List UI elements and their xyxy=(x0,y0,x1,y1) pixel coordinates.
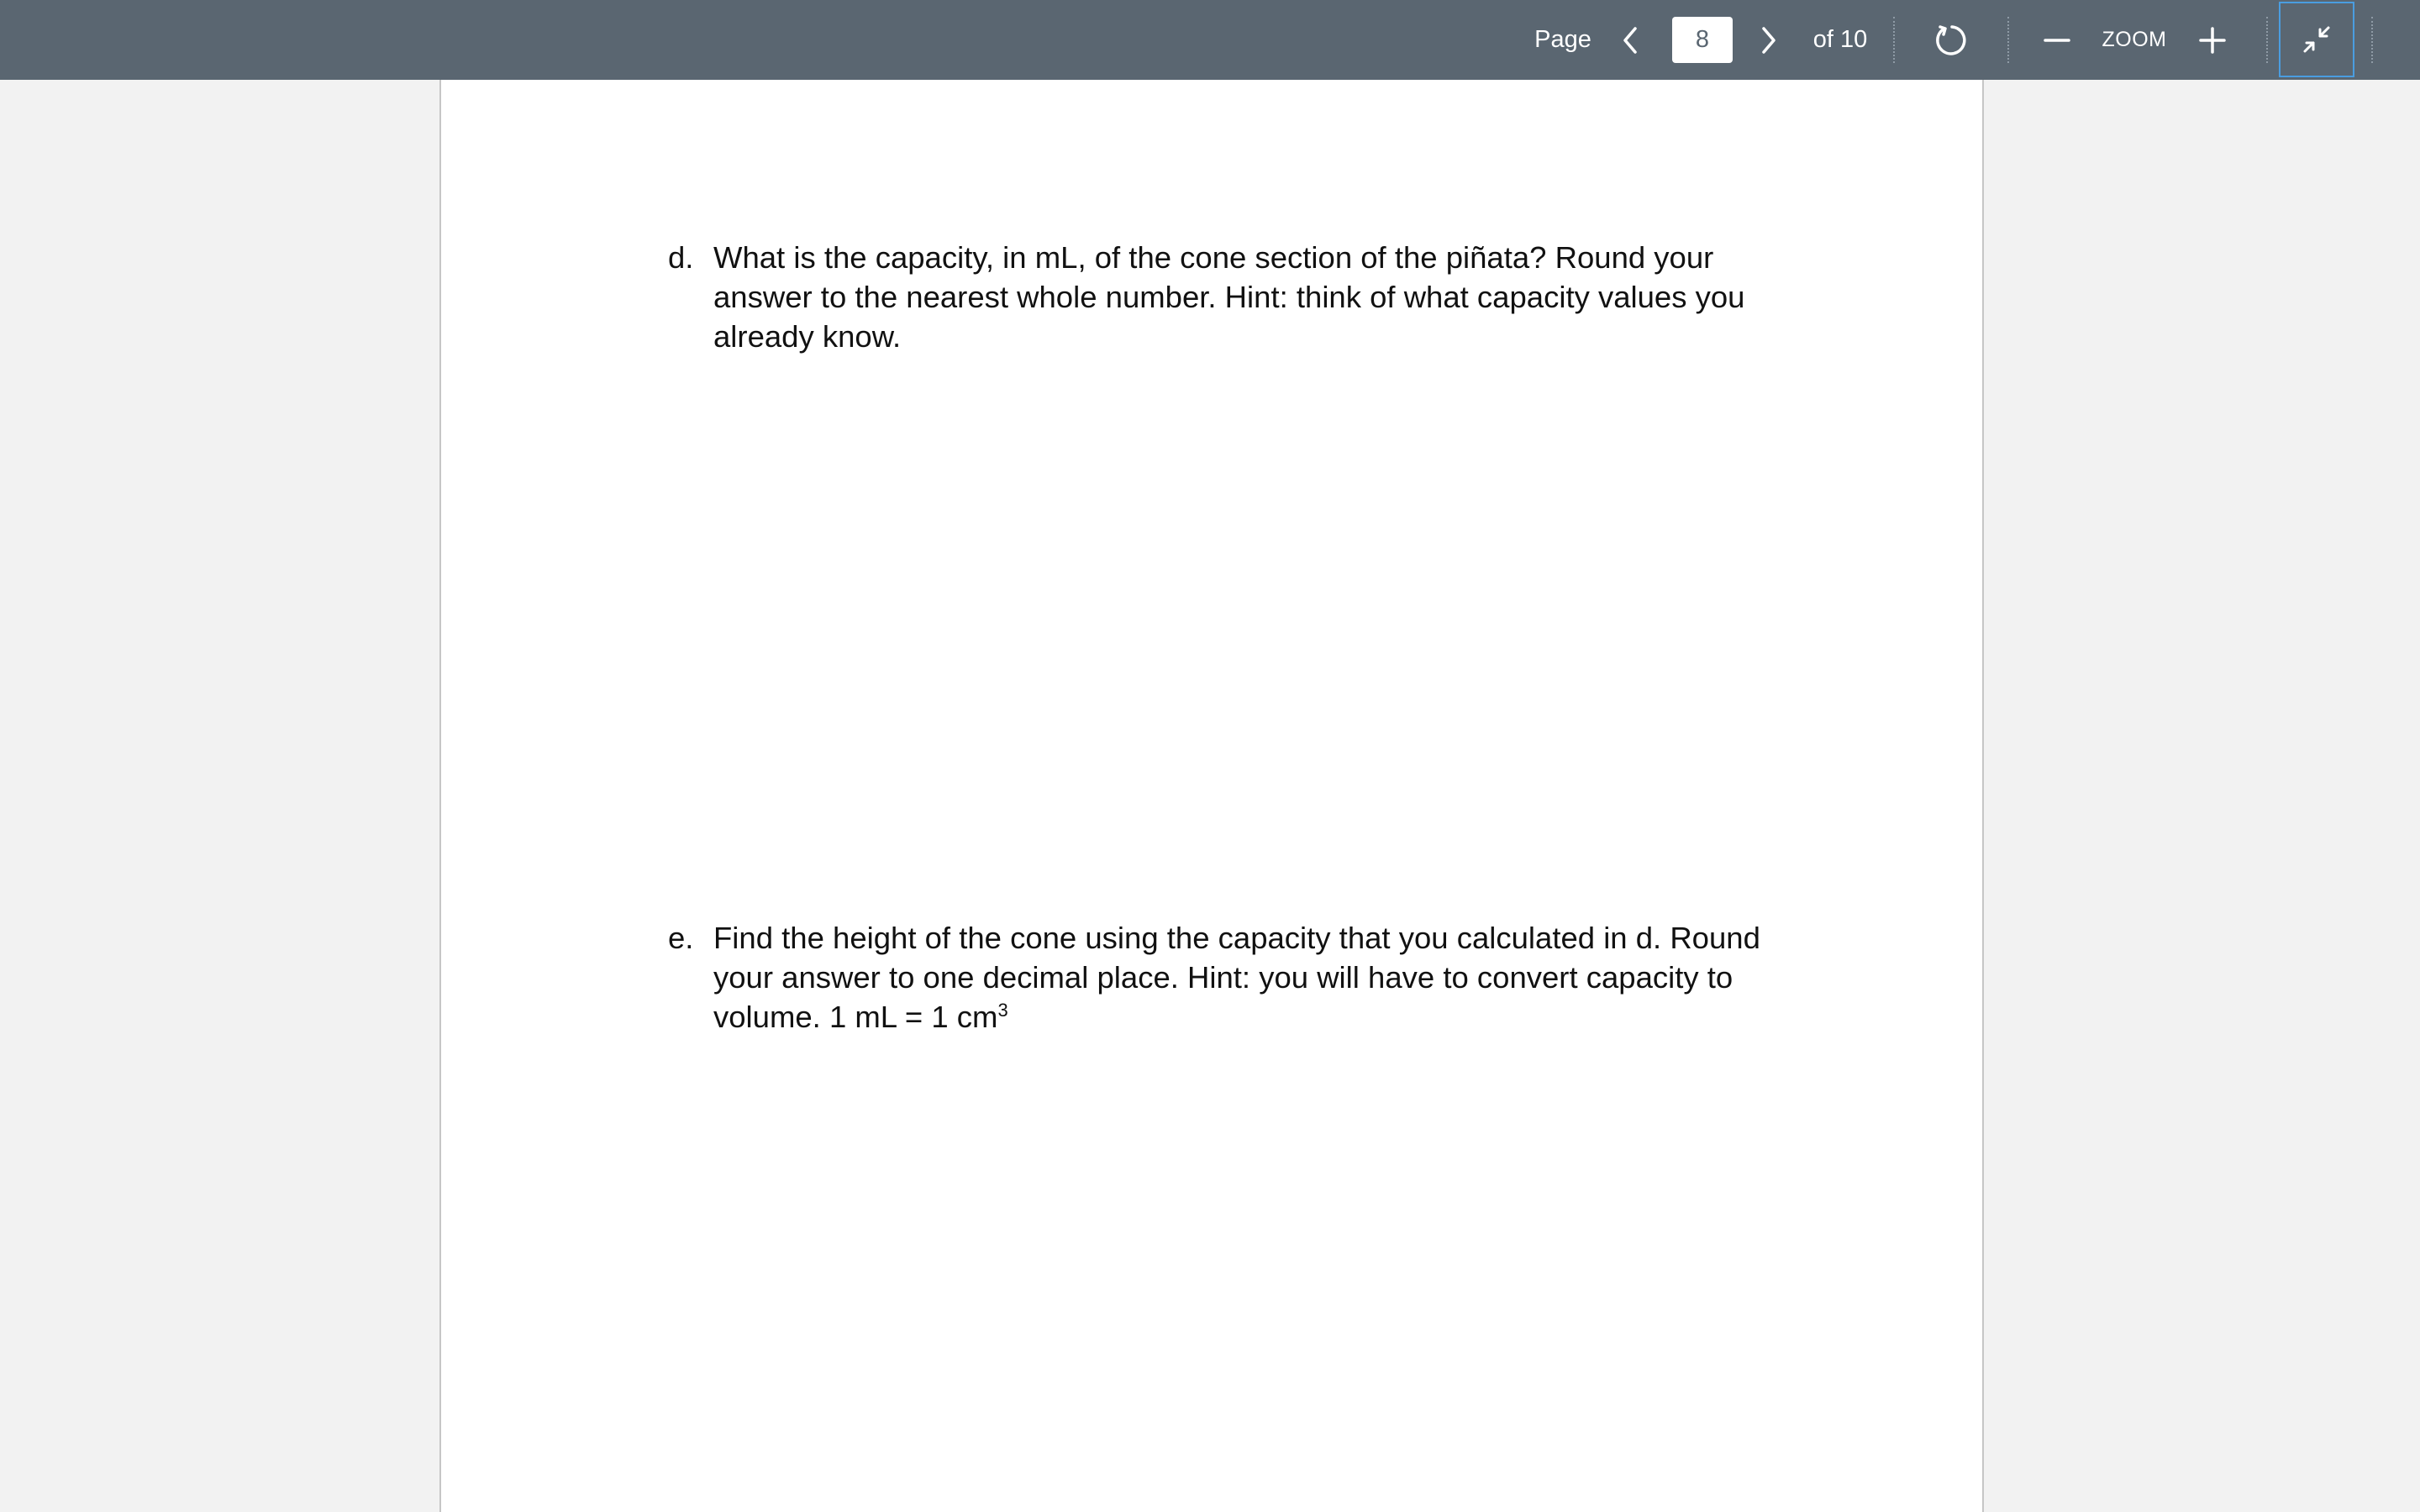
question-letter: d. xyxy=(668,240,694,275)
question-letter: e. xyxy=(668,921,694,955)
chevron-left-icon xyxy=(1620,25,1640,55)
zoom-label: ZOOM xyxy=(2102,28,2167,51)
question-text: Find the height of the cone using the capacity that you calculated in d. Round your answer to one decimal place. Hint: you will have to convert capacity to volume. 1 mL = 1 cm xyxy=(713,921,1760,1034)
minus-icon xyxy=(2043,26,2071,55)
rotate-button[interactable] xyxy=(1928,0,1975,80)
pdf-toolbar xyxy=(0,0,2420,80)
toolbar-divider xyxy=(2007,17,2009,63)
toolbar-divider xyxy=(2266,17,2268,63)
toolbar-divider xyxy=(1893,17,1895,63)
page-total: of 10 xyxy=(1812,26,1868,53)
document-viewer[interactable] xyxy=(0,80,2420,1512)
previous-page-button[interactable] xyxy=(1609,0,1651,80)
exit-fullscreen-button[interactable] xyxy=(2279,2,2354,77)
question-text: What is the capacity, in mL, of the cone section of the piñata? Round your answer to the nearest whole number. Hint: think of what capacity values you already know. xyxy=(713,240,1745,354)
exit-fullscreen-icon xyxy=(2300,23,2333,56)
document-page xyxy=(439,80,1984,1512)
page-label: Page xyxy=(1534,26,1591,53)
rotate-icon xyxy=(1933,22,1970,59)
chevron-right-icon xyxy=(1759,25,1779,55)
plus-icon xyxy=(2198,26,2227,55)
page-number-input[interactable] xyxy=(1672,17,1733,63)
zoom-out-button[interactable] xyxy=(2033,0,2081,80)
superscript-exponent: 3 xyxy=(997,999,1008,1021)
toolbar-divider xyxy=(2371,17,2373,63)
question-e xyxy=(668,918,1786,1037)
zoom-in-button[interactable] xyxy=(2189,0,2236,80)
question-d xyxy=(668,238,1786,356)
next-page-button[interactable] xyxy=(1748,0,1790,80)
